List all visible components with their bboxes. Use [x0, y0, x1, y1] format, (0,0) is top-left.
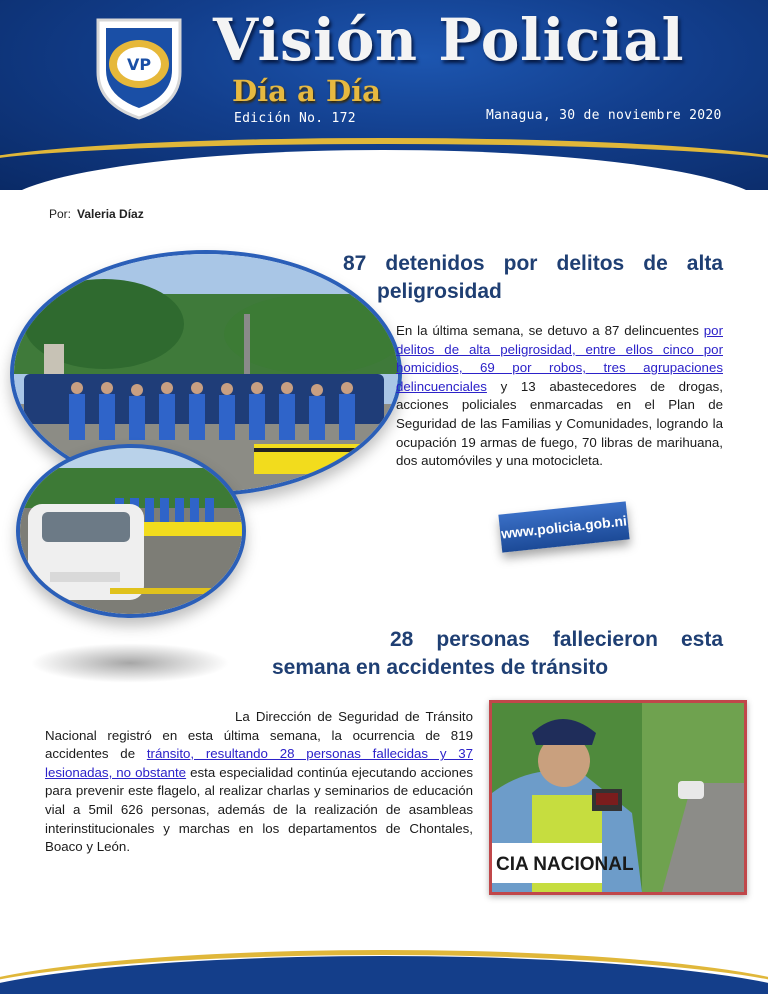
- article1-text-start: En la última semana, se detuvo a 87 delincuentes: [396, 323, 704, 338]
- article2-body: [45, 708, 473, 857]
- footer-band: [0, 940, 768, 994]
- article1-headline-line1: 87 detenidos por delitos de alta: [343, 252, 723, 275]
- byline: [49, 207, 144, 221]
- dateline: Managua, 30 de noviembre 2020: [486, 108, 722, 123]
- article2-headline-line2: semana en accidentes de tránsito: [272, 656, 609, 679]
- article1-inline-link[interactable]: por delitos de alta peligrosidad, entre ellos cinco por homicidios, 69 por robos, tres agrupaciones delincuenciales: [396, 323, 723, 394]
- vest-text: CIA NACIONAL: [496, 854, 634, 875]
- traffic-officer-photo: [489, 700, 747, 895]
- website-badge[interactable]: www.policia.gob.ni: [498, 501, 629, 552]
- seized-vehicle-photo: [16, 444, 246, 618]
- logo-text: VP: [126, 55, 152, 74]
- article2-text-end: esta especialidad continúa ejecutando acciones para prevenir este flagelo, al realizar charlas y seminarios de educación vial a 5mil 626 personas, además de la realización de asambleas interinstitucionales y marchas en los departamentos de Chontales, Boaco y León.: [45, 764, 473, 855]
- article1-text-end: y 13 abastecedores de drogas, acciones policiales enmarcadas en el Plan de Seguridad de las Familias y Comunidades, logrando la ocupación 19 armas de fuego, 70 libras de marihuana, dos automóviles y una motocicleta.: [396, 378, 723, 469]
- byline-author: Valeria Díaz: [77, 207, 144, 221]
- masthead: [0, 0, 768, 190]
- decorative-shadow: [30, 643, 230, 683]
- article1-headline-line2: peligrosidad: [377, 280, 502, 303]
- article2-headline: [272, 626, 723, 682]
- edition-number: Edición No. 172: [234, 111, 356, 126]
- police-logo: [90, 12, 188, 122]
- publication-title: Visión Policial: [213, 6, 685, 74]
- article1-headline: [343, 250, 723, 306]
- article2-headline-line1: 28 personas fallecieron esta: [390, 628, 723, 651]
- article2-text-start: La Dirección de Seguridad de Tránsito Nacional registró en esta última semana, la ocurrencia de 819 accidentes de: [45, 709, 473, 762]
- publication-subtitle: Día a Día: [232, 74, 381, 108]
- byline-label: Por:: [49, 207, 72, 221]
- article1-body: [396, 322, 723, 471]
- article2-inline-link[interactable]: tránsito, resultando 28 personas fallecidas y 37 lesionadas, no obstante: [45, 746, 473, 780]
